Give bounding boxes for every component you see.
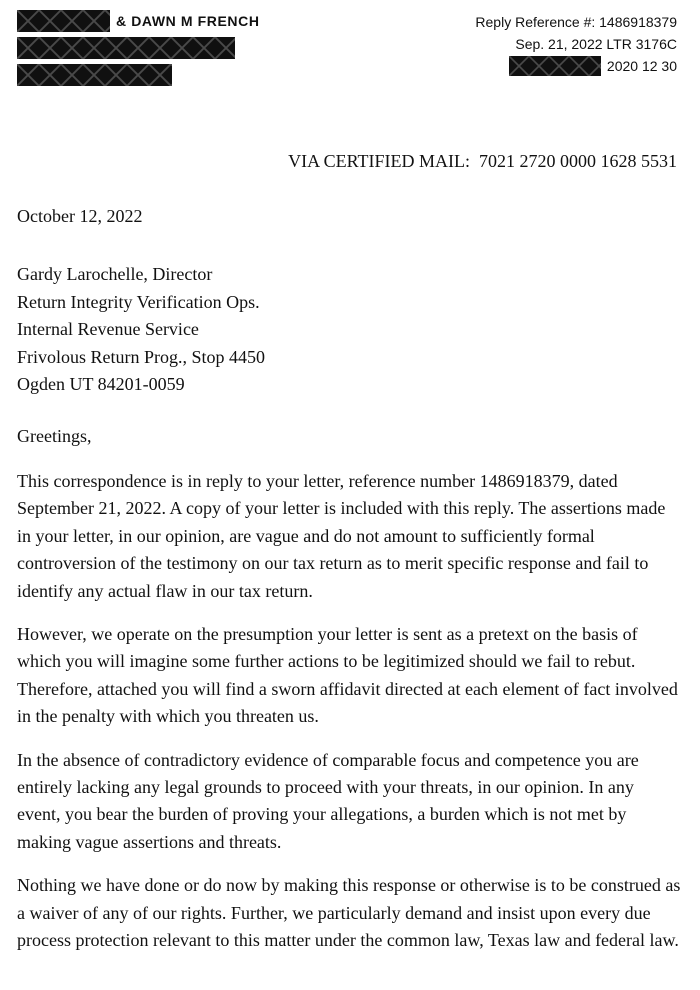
sender-block xyxy=(17,10,260,91)
body-paragraph: This correspondence is in reply to your letter, reference number 1486918379, dated September 21, 2022. A copy of your letter is included with this reply. The assertions made in your letter, in our opinion, are vague and do not amount to sufficiently formal controversion of the testimony on our tax return as to merit specific response and fail to identify any actual flaw in our tax return. xyxy=(17,471,666,601)
body-paragraph: In the absence of contradictory evidence of comparable focus and competence you are entirely lacking any legal grounds to proceed with your threats, in our opinion. In any event, you bear the burden of proving your allegations, a burden which is not met by making vague assertions and threats. xyxy=(17,749,639,852)
letter-date-code: Sep. 21, 2022 LTR 3176C xyxy=(515,36,677,52)
letter-date: October 12, 2022 xyxy=(17,206,143,226)
redaction-bar xyxy=(17,64,172,86)
body-paragraph: However, we operate on the presumption your letter is sent as a pretext on the basis of which you will imagine some further actions to be legitimized should we fail to rebut. Therefore, attached you will find a sworn affidavit directed at each element of fact involved in the penalty with which you threaten us. xyxy=(17,624,678,727)
tax-period-line xyxy=(475,55,677,77)
body-paragraph: Nothing we have done or do now by making this response or otherwise is to be construed as a waiver of any of our rights. Further, we particularly demand and insist upon every due process protection relevant to this matter under the common law, Texas law and federal law. xyxy=(17,875,681,951)
redaction-bar xyxy=(17,10,110,32)
sender-name-line xyxy=(17,10,260,32)
redaction-bar xyxy=(509,56,601,76)
recipient-line: Internal Revenue Service xyxy=(17,319,199,339)
letter-body xyxy=(17,468,681,971)
recipient-address xyxy=(17,261,265,399)
certified-mail-line: VIA CERTIFIED MAIL: 7021 2720 0000 1628 5531 xyxy=(288,151,677,171)
recipient-line: Return Integrity Verification Ops. xyxy=(17,291,260,312)
sender-address-line-2 xyxy=(17,64,260,86)
greeting: Greetings, xyxy=(17,426,92,446)
reference-block xyxy=(475,11,677,77)
recipient-line: Gardy Larochelle, Director xyxy=(17,264,213,284)
sender-address-line-1 xyxy=(17,37,260,59)
tax-period: 2020 12 30 xyxy=(606,58,677,74)
reply-reference: Reply Reference #: 1486918379 xyxy=(475,14,677,30)
redaction-bar xyxy=(17,37,235,59)
sender-name: & DAWN M FRENCH xyxy=(116,13,260,29)
recipient-line: Frivolous Return Prog., Stop 4450 xyxy=(17,346,266,367)
recipient-line: Ogden UT 84201-0059 xyxy=(17,374,185,394)
